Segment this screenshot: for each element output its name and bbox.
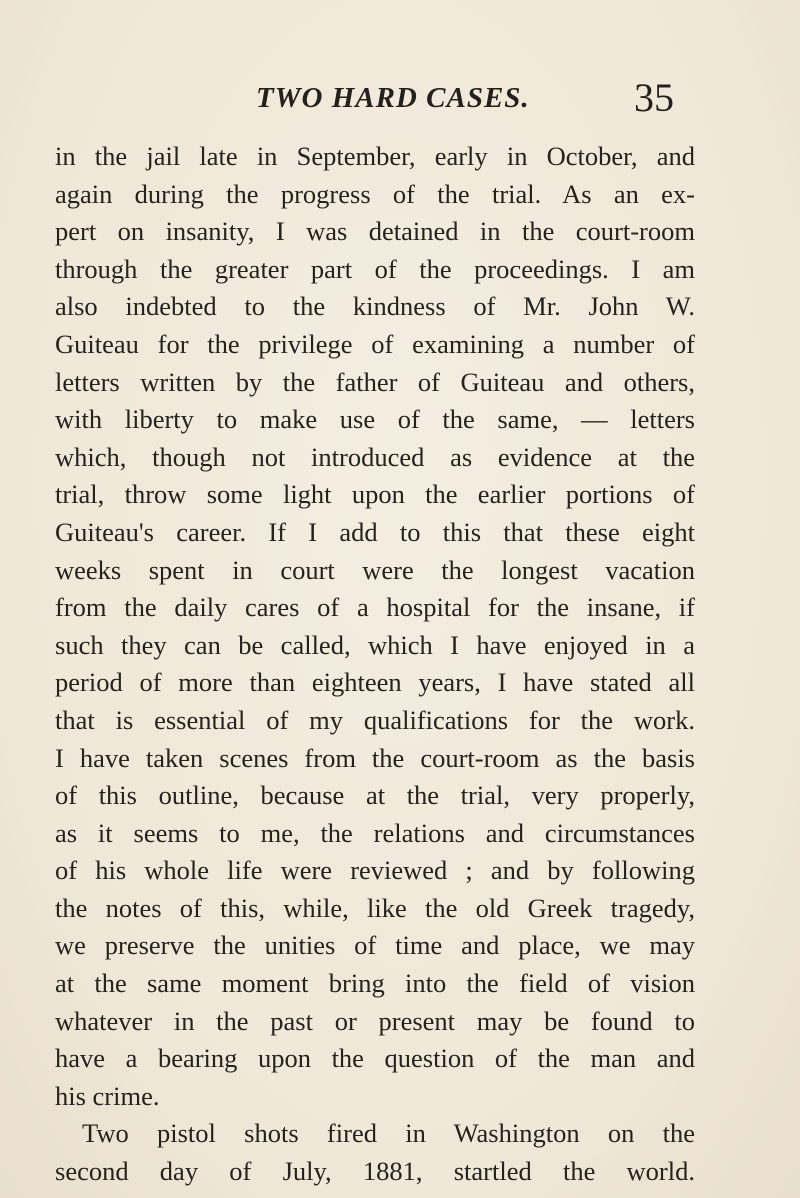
text-line: Guiteau for the privilege of examining a number of — [55, 328, 695, 359]
text-line: with liberty to make use of the same, — letters — [55, 404, 695, 435]
text-line: pert on insanity, I was detained in the court-room — [55, 216, 695, 247]
text-line: period of more than eighteen years, I have stated all — [55, 667, 695, 698]
text-line: in the jail late in September, early in October, and — [55, 141, 695, 171]
text-line: of this outline, because at the trial, very properly, — [55, 780, 695, 811]
running-header — [0, 74, 800, 124]
text-line: also indebted to the kindness of Mr. John W. — [55, 291, 695, 322]
text-line: letters written by the father of Guiteau and others, — [55, 366, 695, 397]
text-line: whatever in the past or present may be found to — [55, 1005, 695, 1036]
text-line: as it seems to me, the relations and circumstances — [55, 817, 695, 848]
text-line: Two pistol shots fired in Washington on the — [82, 1118, 695, 1149]
text-line: again during the progress of the trial. As an ex- — [55, 178, 695, 209]
text-line: I have taken scenes from the court-room as the basis — [55, 742, 695, 773]
text-line: trial, throw some light upon the earlier portions of — [55, 479, 695, 510]
text-line: weeks spent in court were the longest vacation — [55, 554, 695, 585]
text-line: of his whole life were reviewed ; and by following — [55, 855, 695, 886]
text-line: such they can be called, which I have enjoyed in a — [55, 629, 695, 660]
text-line: have a bearing upon the question of the man and — [55, 1043, 695, 1074]
text-line: second day of July, 1881, startled the world. — [55, 1156, 695, 1187]
body-text — [55, 138, 695, 1191]
text-line: through the greater part of the proceedings. I am — [55, 253, 695, 284]
text-line: the notes of this, while, like the old Greek tragedy, — [55, 892, 695, 923]
text-line: from the daily cares of a hospital for the insane, if — [55, 592, 695, 623]
text-line: at the same moment bring into the field of vision — [55, 968, 695, 999]
text-line: his crime. — [55, 1080, 160, 1111]
text-line: that is essential of my qualifications for the work. — [55, 704, 695, 735]
page-number: 35 — [634, 75, 674, 120]
text-line: Guiteau's career. If I add to this that these eight — [55, 516, 695, 547]
running-title: TWO HARD CASES. — [256, 82, 530, 114]
text-line: we preserve the unities of time and place, we may — [55, 930, 695, 961]
text-line: which, though not introduced as evidence at the — [55, 441, 695, 472]
